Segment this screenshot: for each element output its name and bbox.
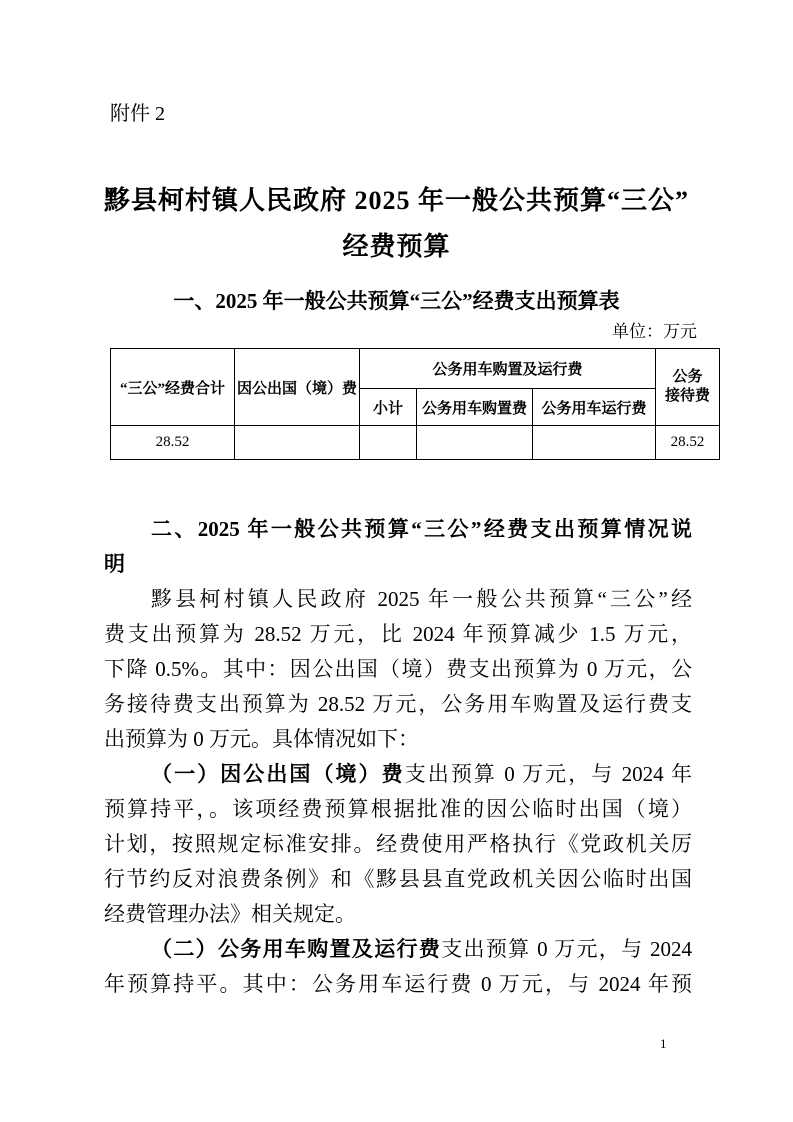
paragraph-lead-rest: 支出预算 0 万元，与 2024 年 [404,762,693,786]
section1-heading: 一、2025 年一般公共预算“三公”经费支出预算表 [173,289,620,313]
attachment-label: 附件 2 [110,103,165,125]
paragraph-line: 黟县柯村镇人民政府 2025 年一般公共预算“三公”经 [151,587,692,611]
header-reception-line-1: 公务 [672,369,703,385]
section2-heading-line-1: 二、2025 年一般公共预算“三公”经费支出预算情况说 [151,517,692,541]
cell-sangong-total: 28.52 [111,426,235,460]
section2-heading-line-2: 明 [104,552,125,576]
paragraph-line: 费支出预算为 28.52 万元，比 2024 年预算减少 1.5 万元， [104,622,692,646]
section2-body [104,512,692,1002]
header-vehicle-operation: 公务用车运行费 [533,389,656,426]
paragraph-line: 出预算为 0 万元。具体情况如下： [104,727,419,751]
header-vehicle-subtotal: 小计 [360,389,417,426]
unit-note: 单位：万元 [612,322,697,341]
paragraph-lead-bold: （一）因公出国（境）费 [151,762,405,786]
cell-reception-fee: 28.52 [656,426,720,460]
cell-vehicle-operation [533,426,656,460]
budget-table [110,348,720,460]
paragraph-lead-bold: （二）公务用车购置及运行费 [151,937,442,961]
paragraph-line: 预算持平，。该项经费预算根据批准的因公临时出国（境） [104,797,692,821]
paragraph-line: 计划，按照规定标准安排。经费使用严格执行《党政机关厉 [104,832,692,856]
page-number: 1 [660,1036,667,1051]
header-vehicle-group: 公务用车购置及运行费 [360,349,656,389]
header-reception-fee [656,349,720,426]
paragraph-lead-rest: 支出预算 0 万元，与 2024 [441,937,693,961]
cell-abroad-fee [235,426,360,460]
header-sangong-total: “三公”经费合计 [111,349,235,426]
header-abroad-fee: 因公出国（境）费 [235,349,360,426]
paragraph-line: 年预算持平。其中：公务用车运行费 0 万元，与 2024 年预 [104,972,692,996]
cell-vehicle-purchase [417,426,533,460]
paragraph-line [104,757,692,792]
cell-vehicle-subtotal [360,426,417,460]
paragraph-line: 经费管理办法》相关规定。 [104,902,356,926]
paragraph-line: 行节约反对浪费条例》和《黟县县直党政机关因公临时出国 [104,867,692,891]
paragraph-line: 务接待费支出预算为 28.52 万元，公务用车购置及运行费支 [104,692,692,716]
header-vehicle-purchase: 公务用车购置费 [417,389,533,426]
table-data-row [111,426,720,460]
header-reception-line-2: 接待费 [664,388,710,404]
document-title [0,178,793,270]
paragraph-line: 下降 0.5%。其中：因公出国（境）费支出预算为 0 万元，公 [104,657,692,681]
paragraph-line [104,932,692,967]
document-title-line-2: 经费预算 [342,232,451,261]
document-title-line-1: 黟县柯村镇人民政府 2025 年一般公共预算“三公” [103,186,689,215]
